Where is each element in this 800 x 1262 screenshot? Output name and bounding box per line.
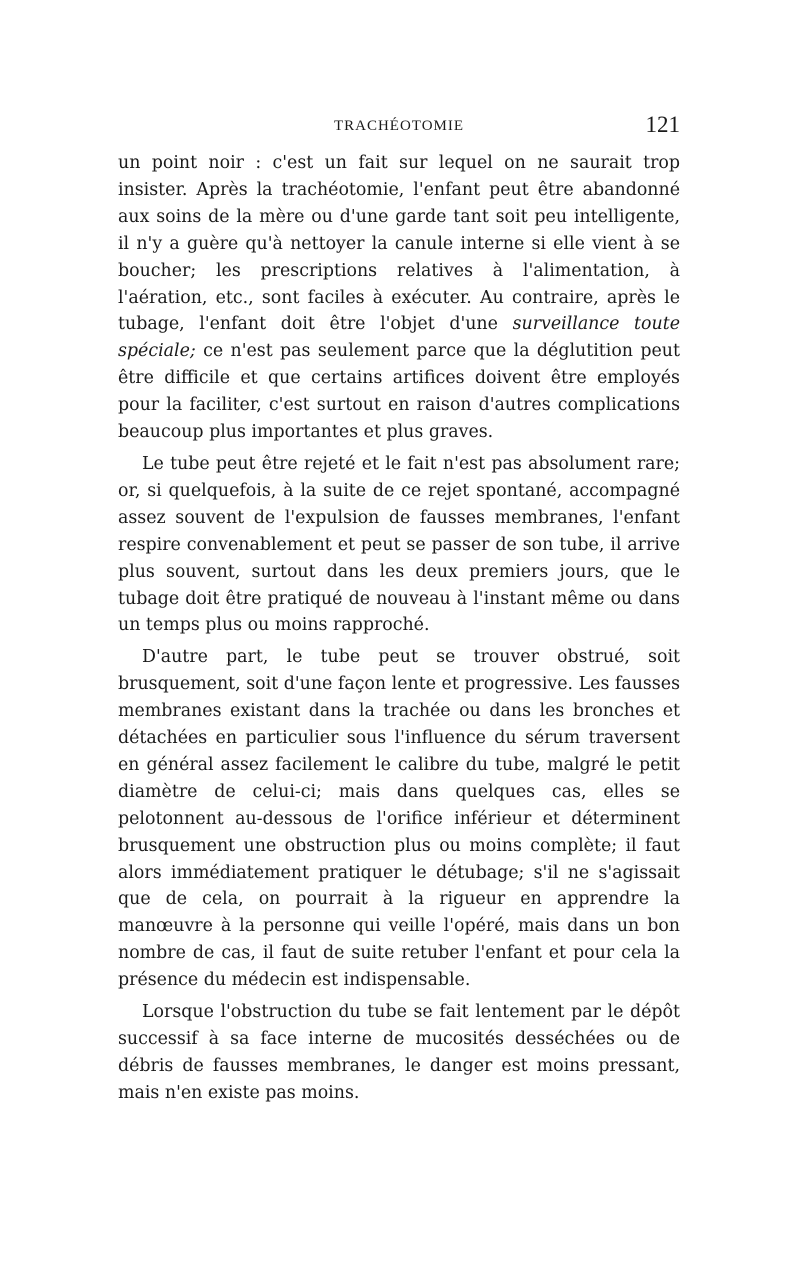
paragraph-1-emphasis: surveillance toute spéciale; <box>118 314 680 362</box>
body-text <box>118 150 680 1112</box>
paragraph-4: Lorsque l'obstruction du tube se fait lentement par le dépôt successif à sa face interne de mucosités desséchées ou de débris de fausses membranes, le danger est moins pressant, mais n'en existe pas moins. <box>118 1002 680 1103</box>
paragraph-2: Le tube peut être rejeté et le fait n'est pas absolument rare; or, si quelquefois, à la suite de ce rejet spontané, accompagné assez souvent de l'expulsion de fausses membranes, l'enfant respire convenablement et peut se passer de son tube, il arrive plus souvent, surtout dans les deux premiers jours, que le tubage doit être pratiqué de nouveau à l'instant même ou dans un temps plus ou moins rapproché. <box>118 453 680 636</box>
paragraph-1 <box>118 150 680 446</box>
paragraph-1-text-start: un point noir : c'est un fait sur lequel on ne saurait trop insister. Après la trachéotomie, l'enfant peut être abandonné aux soins de la mère ou d'une garde tant soit peu intelligente, il n'y a guère qu'à nettoyer la canule interne si elle vient à se boucher; les prescriptions relatives à l'alimentation, à l'aération, etc., sont faciles à exécuter. Au contraire, après le tubage, l'enfant doit être l'objet d'une <box>118 153 680 335</box>
running-title: TRACHÉOTOMIE <box>333 118 465 134</box>
paragraph-1-text-end: ce n'est pas seulement parce que la déglutition peut être difficile et que certains artifices doivent être employés pour la faciliter, c'est surtout en raison d'autres complications beaucoup plus importantes et plus graves. <box>118 341 680 443</box>
page-number: 121 <box>645 112 680 137</box>
paragraph-3: D'autre part, le tube peut se trouver obstrué, soit brusquement, soit d'une façon lente et progressive. Les fausses membranes existant dans la trachée ou dans les bronches et détachées en particulier sous l'influence du sérum traversent en général assez facilement le calibre du tube, malgré le petit diamètre de celui-ci; mais dans quelques cas, elles se pelotonnent au-dessous de l'orifice inférieur et déterminent brusquement une obstruction plus ou moins complète; il faut alors immédiatement pratiquer le détubage; s'il ne s'agissait que de cela, on pourrait à la rigueur en apprendre la manœuvre à la personne qui veille l'opéré, mais dans un bon nombre de cas, il faut de suite retuber l'enfant et pour cela la présence du médecin est indispensable. <box>118 647 680 991</box>
running-head <box>118 112 680 142</box>
